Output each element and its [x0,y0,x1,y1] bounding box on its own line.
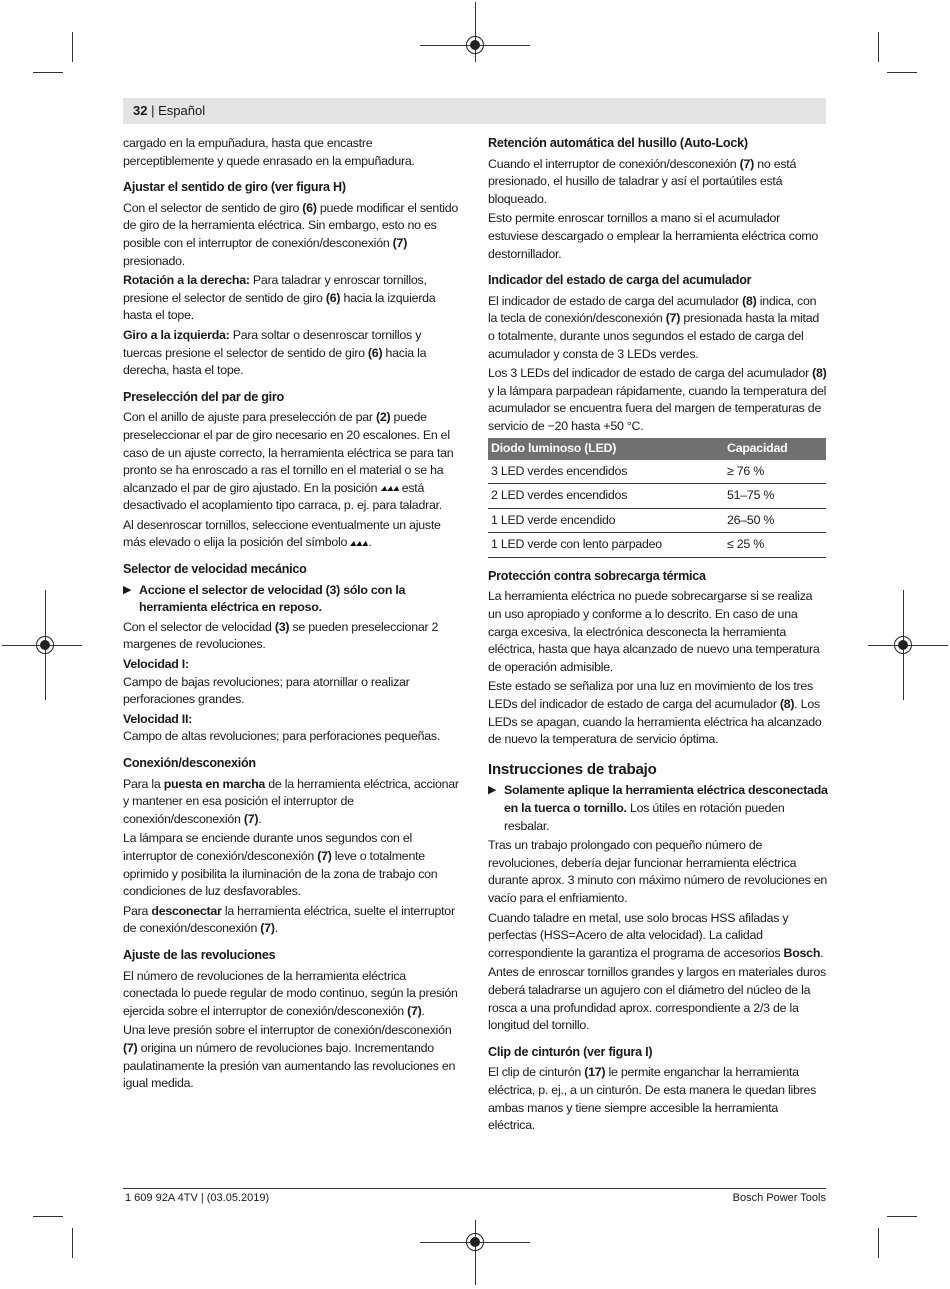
registration-mark-icon [466,1233,484,1251]
paragraph: Rotación a la derecha: Para taladrar y enroscar tornillos, presione el selector de sentido de giro (6) hacia la izquierda hasta el tope. [123,273,436,323]
registration-mark-icon [894,636,912,654]
crop-mark [72,1228,73,1258]
registration-mark-icon [466,36,484,54]
triangle-bullet-icon: ▶ [488,784,497,797]
crop-mark [33,72,63,73]
led-capacity-table [488,438,826,558]
capacity-cell: 26–50 % [724,508,826,533]
paragraph: Cuando el interruptor de conexión/desconexión (7) no está presionado, el husillo de taladrar y así el portaútiles está bloqueado. [488,156,797,206]
drill-symbol-icon [381,484,399,493]
paragraph: Este estado se señaliza por una luz en movimiento de los tres LEDs del indicador de estado de carga del acumulador (8). Los LEDs se apagan, cuando la herramienta eléctrica ha alcanzado de nuevo la temperatura de servicio óptima. [488,679,822,747]
paragraph: Antes de enroscar tornillos grandes y largos en materiales duros deberá taladrarse un agujero con el diámetro del núcleo de la rosca a una profundidad aprox. correspondiente a 2/3 de la longitud del tornillo. [488,965,827,1033]
table-header-row [488,438,826,460]
table-row [488,460,826,484]
paragraph: El número de revoluciones de la herramienta eléctrica conectada lo puede regular de modo continuo, según la presión ejercida sobre el interruptor de conexión/desconexión (7). [123,968,458,1018]
capacity-cell: ≤ 25 % [724,533,826,558]
warning-bullet: ▶ Solamente aplique la herramienta eléctrica desconectada en la tuerca o tornillo. Los útiles en rotación pueden resbalar. [488,782,828,835]
paragraph: Con el selector de sentido de giro (6) puede modificar el sentido de giro de la herramienta eléctrica. Sin embargo, esto no es posible con el interruptor de conexión/desconexión (7) presionado. [123,200,459,268]
section-heading: Selector de velocidad mecánico [123,562,307,577]
page-header [133,103,205,118]
section-heading: Ajuste de las revoluciones [123,947,276,962]
paragraph: El clip de cinturón (17) le permite enganchar la herramienta eléctrica, p. ej., a un cinturón. De esta manera le quedan libres ambas manos y tiene siempre accesible la herramienta eléctrica. [488,1065,817,1133]
section-heading: Ajustar el sentido de giro (ver figura H) [123,180,346,195]
crop-mark [878,32,879,62]
paragraph: Esto permite enroscar tornillos a mano si el acumulador estuviese descargado o emplear la herramienta eléctrica como destornillador. [488,211,819,261]
sub-label: Velocidad I: [123,657,189,672]
section-heading: Indicador del estado de carga del acumulador [488,273,752,288]
table-row [488,533,826,558]
paragraph: Para la puesta en marcha de la herramienta eléctrica, accionar y mantener en esa posición el interruptor de conexión/desconexión (7). [123,776,459,826]
paragraph: Giro a la izquierda: Para soltar o desenroscar tornillos y tuercas presione el selector de sentido de giro (6) hacia la derecha, hasta el tope. [123,327,427,378]
crop-mark [33,1216,63,1217]
paragraph: Con el anillo de ajuste para preselección de par (2) puede preseleccionar el par de giro necesario en 20 escalones. En el caso de un ajuste correcto, la herramienta eléctrica se para tan pronto se ha enroscado a ras el tornillo en el material o se ha alcanzado el par de giro ajustado. En la posición está desactivado el acoplamiento tipo carraca, p. ej. para taladrar. [123,410,454,513]
header-language: Español [158,103,206,118]
crop-mark [887,72,917,73]
paragraph: Con el selector de velocidad (3) se pueden preseleccionar 2 margenes de revoluciones. [123,619,439,652]
page-header-bar [123,98,826,124]
section-heading: Conexión/desconexión [123,756,256,770]
paragraph: El indicador de estado de carga del acumulador (8) indica, con la tecla de conexión/desconexión (7) presionada hasta la mitad o totalmente, durante unos segundos el estado de carga del acumulador y consta de 3 LEDs verdes. [488,293,819,361]
sub-label: Velocidad II: [123,711,193,726]
paragraph: Una leve presión sobre el interruptor de conexión/desconexión (7) origina un número de revoluciones bajo. Incrementando paulatinamente la presión van aumentando las revoluciones en igual medida. [123,1023,456,1091]
registration-mark-icon [36,636,54,654]
led-cell: 1 LED verde encendido [488,508,724,533]
triangle-bullet-icon: ▶ [123,583,132,596]
left-column [123,135,463,1095]
paragraph: Los 3 LEDs del indicador de estado de carga del acumulador (8) y la lámpara parpadean rápidamente, cuando la temperatura del acumulador se encuentra fuera del margen de temperaturas de servicio de −20 hasta +50 °C. [488,366,827,433]
paragraph: Tras un trabajo prolongado con pequeño número de revoluciones, debería dejar funcionar herramienta eléctrica durante aprox. 3 minuto con máximo número de revoluciones en vacío para el enfriamiento. [488,838,828,905]
table-row [488,484,826,509]
table-row [488,508,826,533]
crop-mark [72,32,73,62]
paragraph: Al desenroscar tornillos, seleccione eventualmente un ajuste más elevado o elija la posición del símbolo . [123,517,441,550]
footer-document-id: 1 609 92A 4TV | (03.05.2019) [125,1192,270,1204]
section-heading: Retención automática del husillo (Auto-Lock) [488,136,748,150]
led-cell: 2 LED verdes encendidos [488,484,724,509]
capacity-cell: ≥ 76 % [724,460,826,484]
chapter-heading: Instrucciones de trabajo [488,760,657,778]
column-header-capacity: Capacidad [724,438,826,460]
section-heading: Preselección del par de giro [123,389,284,404]
page-number: 32 [133,103,148,118]
crop-mark [475,1220,476,1285]
led-cell: 1 LED verde con lento parpadeo [488,533,724,558]
paragraph: La lámpara se enciende durante unos segundos con el interruptor de conexión/desconexión (7) leve o totalmente oprimido y posibilita la iluminación de la zona de trabajo con condiciones de luz desfavorables. [123,831,438,899]
section-heading: Clip de cinturón (ver figura I) [488,1044,653,1059]
led-cell: 3 LED verdes encendidos [488,460,724,484]
section-heading: Protección contra sobrecarga térmica [488,568,706,583]
paragraph: Para desconectar la herramienta eléctrica, suelte el interruptor de conexión/desconexión (7). [123,903,455,936]
paragraph: Campo de bajas revoluciones; para atornillar o realizar perforaciones grandes. [123,674,410,707]
crop-mark [878,1228,879,1258]
crop-mark [887,1216,917,1217]
header-separator: | [151,103,155,118]
intro-paragraph: cargado en la empuñadura, hasta que encastre perceptiblemente y quede enrasado en la empuñadura. [123,136,415,168]
warning-bullet: ▶ Accione el selector de velocidad (3) sólo con la herramienta eléctrica en reposo. [123,582,463,617]
capacity-cell: 51–75 % [724,484,826,509]
paragraph: La herramienta eléctrica no puede sobrecargarse si se realiza un uso apropiado y conforme a lo descrito. En caso de una carga excesiva, la electrónica desconecta la herramienta eléctrica, hasta que haya alcanzado de nuevo una temperatura de operación admisible. [488,589,820,674]
column-header-led: Diodo luminoso (LED) [488,438,724,460]
drill-symbol-icon [350,539,368,548]
right-column [488,135,828,1137]
paragraph: Campo de altas revoluciones; para perforaciones pequeñas. [123,729,441,744]
paragraph: Cuando taladre en metal, use solo brocas HSS afiladas y perfectas (HSS=Acero de alta velocidad). La calidad correspondiente la garantiza el programa de accesorios Bosch. [488,910,824,960]
footer-rule [123,1188,826,1189]
footer-brand: Bosch Power Tools [732,1192,826,1204]
